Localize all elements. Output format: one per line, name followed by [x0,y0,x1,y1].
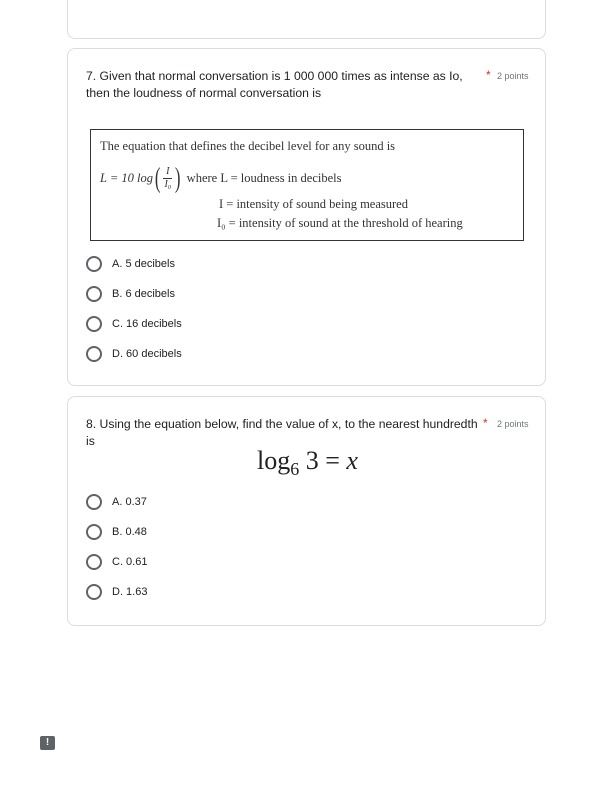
radio-button[interactable] [86,584,102,600]
radio-button[interactable] [86,554,102,570]
previous-question-card [67,0,546,39]
radio-button[interactable] [86,286,102,302]
option-label: C. 0.61 [112,556,148,568]
question-7-points: 2 points [497,71,529,81]
radio-button[interactable] [86,494,102,510]
q7-option-a[interactable] [86,255,175,273]
required-asterisk: * [486,68,491,82]
q8-option-d[interactable] [86,583,147,601]
log-variable: x [346,446,358,475]
decibel-equation-image [90,129,524,241]
radio-button[interactable] [86,256,102,272]
definition-i: I = intensity of sound being measured [219,197,408,211]
equation-intro: The equation that defines the decibel level for any sound is [100,139,396,153]
radio-button[interactable] [86,524,102,540]
q8-option-b[interactable] [86,523,147,541]
q8-option-a[interactable] [86,493,147,511]
option-label: B. 0.48 [112,526,147,538]
report-problem-icon[interactable]: ! [40,736,55,750]
log-base: 6 [290,459,300,479]
option-label: D. 60 decibels [112,348,182,360]
log-equation [68,446,547,480]
formula-left: L = 10 log [100,171,154,185]
fraction-denominator: I₀ [164,179,172,190]
definition-i0: I₀ = intensity of sound at the threshold of hearing [217,216,463,230]
q7-option-c[interactable] [86,315,182,333]
option-label: C. 16 decibels [112,318,182,330]
required-asterisk: * [483,416,488,430]
question-8-points: 2 points [497,419,529,429]
q7-option-b[interactable] [86,285,175,303]
decibel-formula: L = 10 log ( $\frac{I}{\text{I₀}}$ ) where L = loudness in decibels [100,162,342,194]
log-argument: 3 = [299,446,347,475]
question-7-text: 7. Given that normal conversation is 1 000 000 times as intense as Io, then the loudness of normal conversation is [86,69,463,100]
radio-button[interactable] [86,346,102,362]
fraction-numerator: I [166,166,170,177]
formula-where: where L = loudness in decibels [186,171,342,185]
log-function: log [257,446,291,475]
q7-option-d[interactable] [86,345,182,363]
option-label: D. 1.63 [112,586,148,598]
question-8-text: 8. Using the equation below, find the value of x, to the nearest hundredth is [86,417,478,448]
intensity-fraction [163,167,172,190]
radio-button[interactable] [86,316,102,332]
question-8-card [67,396,546,626]
question-7-card [67,48,546,386]
q8-option-c[interactable] [86,553,147,571]
option-label: B. 6 decibels [112,288,175,300]
option-label: A. 0.37 [112,496,147,508]
option-label: A. 5 decibels [112,258,175,270]
